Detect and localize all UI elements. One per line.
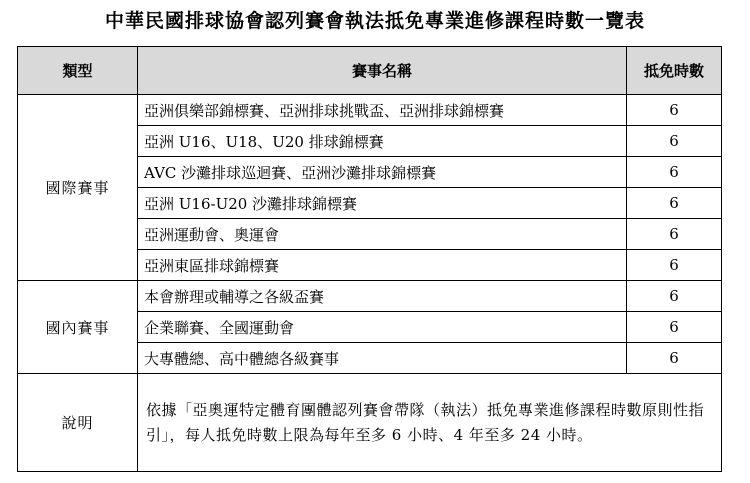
event-hours: 6	[627, 219, 722, 250]
event-name: AVC 沙灘排球巡迴賽、亞洲沙灘排球錦標賽	[138, 157, 627, 188]
event-name: 亞洲運動會、奧運會	[138, 219, 627, 250]
event-hours: 6	[627, 157, 722, 188]
table-row	[18, 95, 722, 126]
hours-table	[17, 46, 722, 472]
header-event-name: 賽事名稱	[138, 47, 627, 95]
event-hours: 6	[627, 188, 722, 219]
event-name: 本會辦理或輔導之各級盃賽	[138, 281, 627, 312]
category-domestic: 國內賽事	[18, 281, 138, 374]
category-international: 國際賽事	[18, 95, 138, 281]
note-text: 依據「亞奧運特定體育團體認列賽會帶隊（執法）抵免專業進修課程時數原則性指引」，每人抵免時數上限為每年至多 6 小時、4 年至多 24 小時。	[138, 374, 722, 472]
event-hours: 6	[627, 95, 722, 126]
event-hours: 6	[627, 281, 722, 312]
table-header-row	[18, 47, 722, 95]
event-name: 企業聯賽、全國運動會	[138, 312, 627, 343]
event-hours: 6	[627, 343, 722, 374]
event-hours: 6	[627, 312, 722, 343]
event-name: 亞洲 U16-U20 沙灘排球錦標賽	[138, 188, 627, 219]
note-label: 說明	[18, 374, 138, 472]
event-name: 亞洲俱樂部錦標賽、亞洲排球挑戰盃、亞洲排球錦標賽	[138, 95, 627, 126]
table-row	[18, 281, 722, 312]
event-name: 亞洲東區排球錦標賽	[138, 250, 627, 281]
event-hours: 6	[627, 126, 722, 157]
event-name: 亞洲 U16、U18、U20 排球錦標賽	[138, 126, 627, 157]
document-title: 中華民國排球協會認列賽會執法抵免專業進修課程時數一覽表	[104, 10, 645, 32]
note-row	[18, 374, 722, 472]
event-name: 大專體總、高中體總各級賽事	[138, 343, 627, 374]
header-type: 類型	[18, 47, 138, 95]
header-hours: 抵免時數	[627, 47, 722, 95]
event-hours: 6	[627, 250, 722, 281]
